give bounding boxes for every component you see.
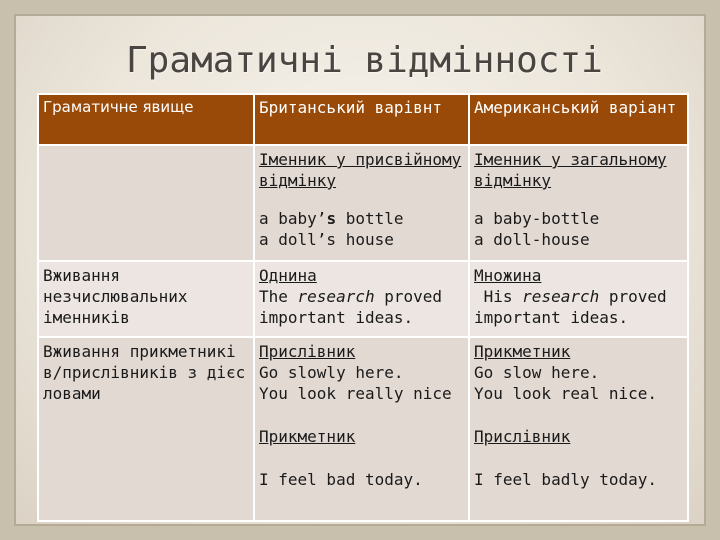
- row2-british-heading: Однина: [259, 266, 317, 285]
- row2-british-cell: [254, 261, 469, 337]
- row1-british-example1: a baby’s bottle: [259, 209, 404, 228]
- row3-american-example1: Go slow here.: [474, 363, 600, 382]
- header-cell-phenomenon: Граматичне явище: [38, 94, 254, 145]
- row1-british-cell: [254, 145, 469, 261]
- row3-british-example3: I feel bad today.: [259, 470, 423, 489]
- comparison-table: [37, 93, 689, 522]
- table-row: [38, 145, 688, 261]
- row2-american-heading: Множина: [474, 266, 542, 285]
- row1-british-heading: Іменник у присвійному відмінку: [259, 150, 462, 190]
- row2-american-example1: His research proved: [474, 287, 667, 306]
- row3-american-example2: You look real nice.: [474, 384, 658, 403]
- table-row: [38, 261, 688, 337]
- row1-phenomenon-cell: [38, 145, 254, 261]
- row3-british-heading2: Прикметник: [259, 427, 356, 446]
- table-header-row: [38, 94, 688, 145]
- row1-british-example2: a doll’s house: [259, 230, 394, 249]
- row3-phenomenon-cell: Вживання прикметників/прислівників з дієсловами: [38, 337, 254, 521]
- row1-american-heading: Іменник у загальному відмінку: [474, 150, 667, 190]
- row3-british-cell: [254, 337, 469, 521]
- header-cell-british: Британський варівнт: [254, 94, 469, 145]
- row2-british-example2: important ideas.: [259, 308, 414, 327]
- row1-american-cell: [469, 145, 688, 261]
- row3-british-example1: Go slowly here.: [259, 363, 404, 382]
- header-cell-american: Американський варіант: [469, 94, 688, 145]
- row3-american-heading1: Прикметник: [474, 342, 571, 361]
- row1-american-example2: a doll-house: [474, 230, 590, 249]
- row3-american-heading2: Прислівник: [474, 427, 571, 446]
- row3-american-example3: I feel badly today.: [474, 470, 658, 489]
- row1-american-example1: a baby-bottle: [474, 209, 600, 228]
- slide-title: Граматичні відмінності: [126, 40, 603, 81]
- row3-british-example2: You look really nice: [259, 384, 452, 403]
- row2-american-example2: important ideas.: [474, 308, 629, 327]
- row3-british-heading1: Прислівник: [259, 342, 356, 361]
- row2-american-cell: [469, 261, 688, 337]
- row2-phenomenon-cell: Вживання незчислювальних іменників: [38, 261, 254, 337]
- row2-british-example1: The research proved: [259, 287, 443, 306]
- table-row: [38, 337, 688, 521]
- row3-american-cell: [469, 337, 688, 521]
